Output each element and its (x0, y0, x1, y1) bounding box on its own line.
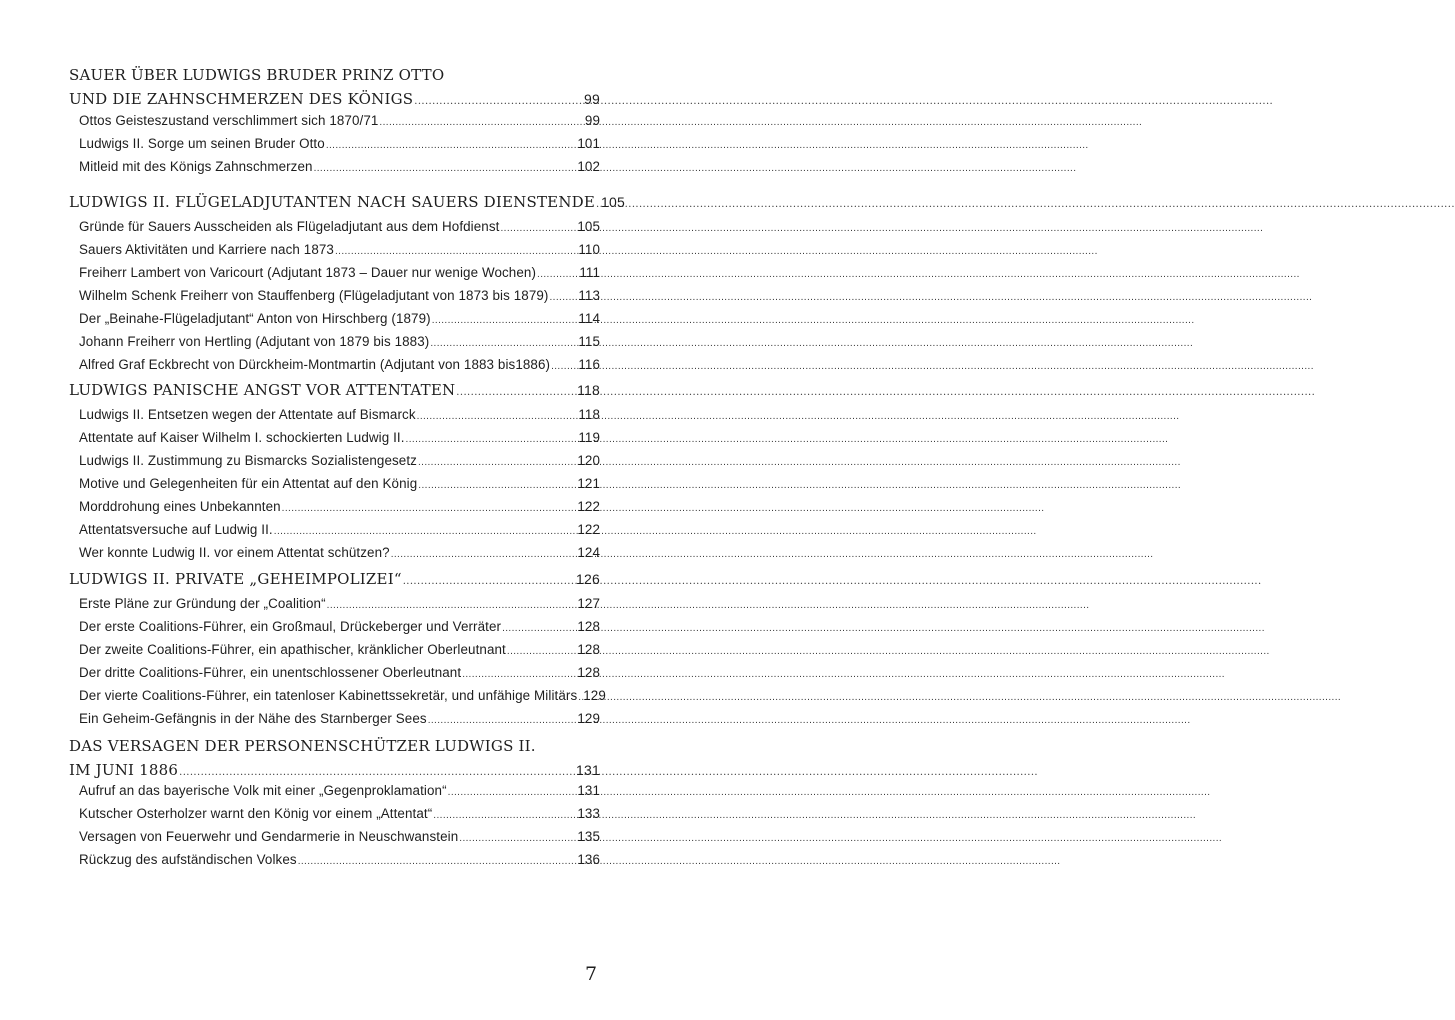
toc-entry-text: Wilhelm Schenk Freiherr von Stauffenberg (Flügeladjutant von 1873 bis 1879) (79, 288, 549, 303)
dot-leader (414, 96, 583, 107)
toc-entry-text: Wer konnte Ludwig II. vor einem Attentat schützen? (79, 545, 390, 560)
toc-entry (79, 113, 600, 128)
dot-leader (282, 503, 577, 514)
toc-entry-page: 116 (578, 357, 600, 372)
toc-entry (79, 136, 600, 151)
toc-entry-text: Rückzug des aufständischen Volkes (79, 852, 297, 867)
toc-entry (79, 265, 600, 280)
toc-entry (79, 499, 600, 514)
toc-entry-page: 124 (577, 545, 600, 560)
toc-entry-page: 129 (583, 688, 606, 703)
toc-entry (79, 430, 600, 445)
toc-entry-page: 136 (577, 852, 600, 867)
toc-entry (79, 642, 600, 657)
dot-leader (314, 163, 577, 174)
toc-entry-text: Attentatsversuche auf Ludwig II. (79, 522, 273, 537)
dot-leader (500, 223, 576, 234)
dot-leader (391, 549, 577, 560)
toc-entry-text: Ludwigs II. Entsetzen wegen der Attentate auf Bismarck (79, 407, 416, 422)
toc-entry-text: Der erste Coalitions-Führer, ein Großmaul, Drückeberger und Verräter (79, 619, 502, 634)
dot-leader (456, 387, 576, 398)
toc-entry-text: Der vierte Coalitions-Führer, ein tatenloser Kabinettssekretär, und unfähige Militärs (79, 688, 578, 703)
toc-entry-page: 127 (577, 596, 600, 611)
toc-entry (79, 219, 600, 234)
toc-entry (79, 829, 600, 844)
section-heading-page: 126 (576, 571, 600, 587)
section-heading-page: 99 (584, 91, 600, 107)
toc-entry-page: 133 (577, 806, 600, 821)
section-heading (69, 193, 625, 211)
toc-entry-text: Ludwigs II. Sorge um seinen Bruder Otto (79, 136, 325, 151)
dot-leader (326, 140, 577, 151)
toc-entry (79, 806, 600, 821)
toc-entry-text: Morddrohung eines Unbekannten (79, 499, 281, 514)
toc-entry-page: 120 (577, 453, 600, 468)
dot-leader (537, 269, 578, 280)
toc-entry-text: Freiherr Lambert von Varicourt (Adjutant 1873 – Dauer nur wenige Wochen) (79, 265, 537, 280)
dot-leader (459, 833, 576, 844)
toc-entry (79, 688, 606, 703)
section-heading-page: 118 (577, 382, 600, 398)
toc-entry-page: 99 (584, 113, 600, 128)
toc-entry (79, 545, 600, 560)
toc-entry-page: 128 (577, 665, 600, 680)
toc-entry-page: 111 (579, 265, 600, 280)
section-heading (69, 66, 600, 84)
dot-leader (406, 434, 578, 445)
toc-entry-page: 128 (577, 642, 600, 657)
toc-entry (79, 311, 600, 326)
toc-entry-text: Sauers Aktivitäten und Karriere nach 1873 (79, 242, 334, 257)
dot-leader (298, 856, 577, 867)
toc-entry (79, 711, 600, 726)
section-heading-page: 131 (576, 762, 600, 778)
toc-entry-page: 110 (578, 242, 600, 257)
toc-entry (79, 159, 600, 174)
toc-entry-page: 121 (577, 476, 600, 491)
dot-leader (596, 199, 600, 210)
toc-entry-page: 114 (578, 311, 600, 326)
toc-entry-page: 128 (577, 619, 600, 634)
toc-entry-page: 122 (577, 499, 600, 514)
dot-leader (379, 117, 583, 128)
toc-entry-text: Erste Pläne zur Gründung der „Coalition“ (79, 596, 326, 611)
section-heading (69, 381, 600, 399)
section-heading (69, 737, 600, 755)
section-heading-text: DAS VERSAGEN DER PERSONENSCHÜTZER LUDWIGS II. (69, 737, 536, 755)
section-heading (69, 570, 600, 588)
table-of-contents (0, 0, 671, 1020)
toc-entry-page: 131 (577, 783, 600, 798)
section-heading-page: 105 (601, 194, 625, 210)
page-number: 7 (585, 963, 598, 985)
dot-leader (428, 715, 577, 726)
dot-leader (578, 692, 582, 703)
toc-entry-text: Alfred Graf Eckbrecht von Dürckheim-Montmartin (Adjutant von 1883 bis1886) (79, 357, 551, 372)
toc-entry-page: 113 (578, 288, 600, 303)
toc-entry-text: Der zweite Coalitions-Führer, ein apathischer, kränklicher Oberleutnant (79, 642, 506, 657)
toc-entry-page: 115 (578, 334, 600, 349)
dot-leader (432, 315, 578, 326)
dot-leader (430, 338, 577, 349)
section-heading-text: SAUER ÜBER LUDWIGS BRUDER PRINZ OTTO (69, 66, 445, 84)
toc-entry-text: Attentate auf Kaiser Wilhelm I. schockierten Ludwig II. (79, 430, 405, 445)
toc-entry (79, 242, 600, 257)
toc-entry-page: 101 (577, 136, 600, 151)
dot-leader (418, 480, 576, 491)
toc-entry-text: Ein Geheim-Gefängnis in der Nähe des Starnberger Sees (79, 711, 427, 726)
dot-leader (403, 576, 575, 587)
toc-entry (79, 288, 600, 303)
toc-entry (79, 619, 600, 634)
section-heading-text: LUDWIGS II. PRIVATE „GEHEIMPOLIZEI“ (69, 570, 402, 588)
toc-entry (79, 852, 600, 867)
toc-entry-page: 105 (577, 219, 600, 234)
section-heading-text: IM JUNI 1886 (69, 761, 179, 779)
dot-leader (502, 623, 576, 634)
toc-entry-page: 119 (578, 430, 600, 445)
toc-entry-text: Ludwigs II. Zustimmung zu Bismarcks Sozialistengesetz (79, 453, 417, 468)
section-heading-text: UND DIE ZAHNSCHMERZEN DES KÖNIGS (69, 90, 414, 108)
toc-entry-page: 118 (578, 407, 600, 422)
toc-entry-text: Gründe für Sauers Ausscheiden als Flügeladjutant aus dem Hofdienst (79, 219, 500, 234)
toc-entry-page: 129 (577, 711, 600, 726)
dot-leader (327, 600, 577, 611)
dot-leader (507, 646, 576, 657)
toc-entry-text: Motive und Gelegenheiten für ein Attentat auf den König (79, 476, 418, 491)
dot-leader (179, 767, 575, 778)
dot-leader (418, 457, 576, 468)
toc-entry (79, 453, 600, 468)
toc-entry-page: 122 (577, 522, 600, 537)
section-heading-text: LUDWIGS II. FLÜGELADJUTANTEN NACH SAUERS DIENSTENDE (69, 193, 596, 211)
toc-entry-text: Der „Beinahe-Flügeladjutant“ Anton von Hirschberg (1879) (79, 311, 431, 326)
section-heading (69, 90, 600, 108)
toc-entry-text: Mitleid mit des Königs Zahnschmerzen (79, 159, 313, 174)
dot-leader (550, 292, 578, 303)
dot-leader (448, 787, 577, 798)
dot-leader (335, 246, 577, 257)
toc-entry (79, 783, 600, 798)
toc-entry (79, 596, 600, 611)
toc-entry-text: Aufruf an das bayerische Volk mit einer „Gegenproklamation“ (79, 783, 447, 798)
toc-entry-text: Ottos Geisteszustand verschlimmert sich 1870/71 (79, 113, 379, 128)
toc-entry (79, 334, 600, 349)
toc-entry-page: 102 (577, 159, 600, 174)
toc-entry-page: 135 (577, 829, 600, 844)
dot-leader (551, 361, 577, 372)
section-heading (69, 761, 600, 779)
dot-leader (433, 810, 576, 821)
toc-entry (79, 357, 600, 372)
section-heading-text: LUDWIGS PANISCHE ANGST VOR ATTENTATEN (69, 381, 456, 399)
toc-entry (79, 522, 600, 537)
dot-leader (462, 669, 576, 680)
dot-leader (417, 411, 578, 422)
toc-entry (79, 476, 600, 491)
toc-entry-text: Der dritte Coalitions-Führer, ein unentschlossener Oberleutnant (79, 665, 462, 680)
toc-entry (79, 665, 600, 680)
toc-entry-text: Johann Freiherr von Hertling (Adjutant von 1879 bis 1883) (79, 334, 430, 349)
dot-leader (274, 526, 577, 537)
toc-entry (79, 407, 600, 422)
toc-entry-text: Versagen von Feuerwehr und Gendarmerie in Neuschwanstein (79, 829, 459, 844)
toc-entry-text: Kutscher Osterholzer warnt den König vor einem „Attentat“ (79, 806, 433, 821)
